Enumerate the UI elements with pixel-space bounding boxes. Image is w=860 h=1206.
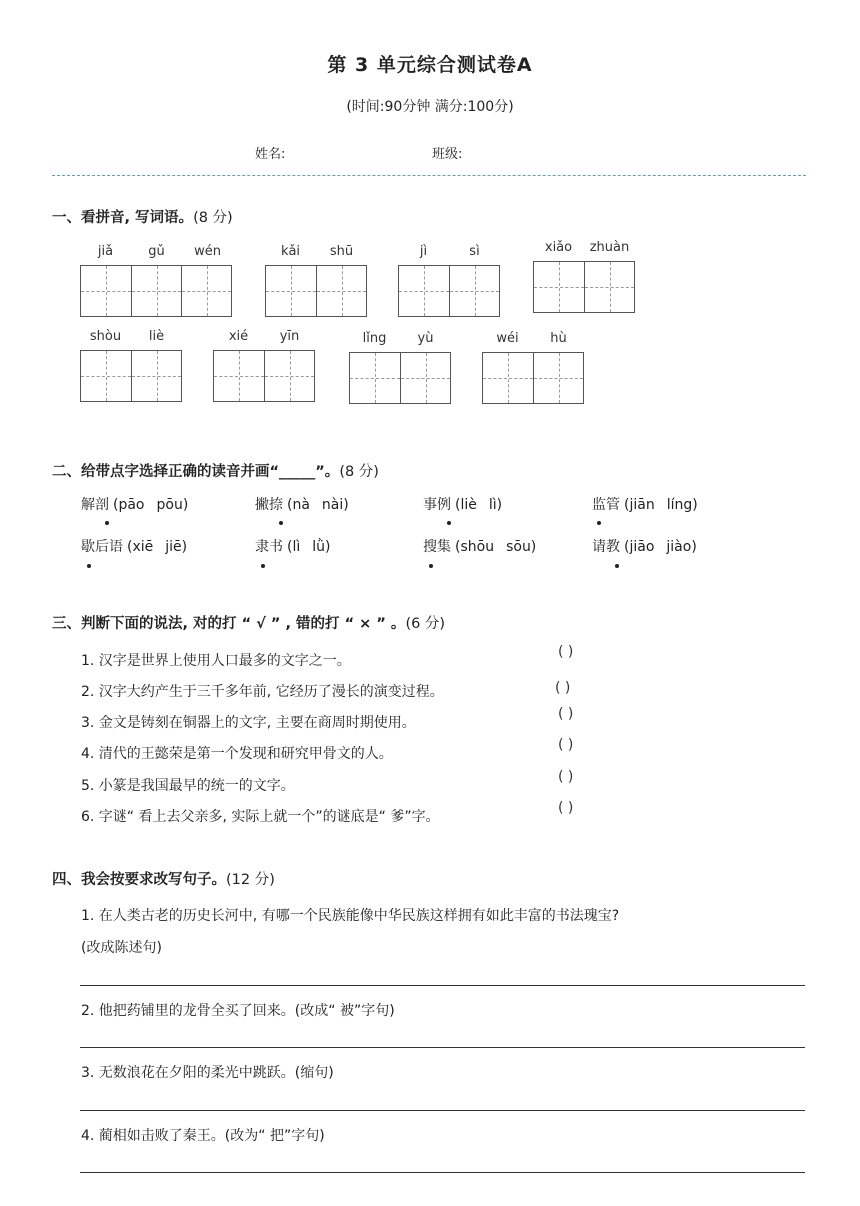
emphasis-dot [597,521,601,525]
pinyin-label: kǎi [280,244,301,259]
rewrite-instruction: (改成陈述句) [81,940,162,956]
pronunciation-item [423,494,502,514]
writing-grid-box[interactable] [81,351,131,401]
pinyin-label: gǔ [148,244,165,259]
judgment-statement: 4. 清代的王懿荣是第一个发现和研究甲骨文的人。 [81,746,393,762]
writing-grid-box[interactable] [266,266,316,316]
rewrite-question: 3. 无数浪花在夕阳的柔光中跳跃。(缩句) [81,1065,334,1081]
pinyin-label: yīn [279,329,300,344]
section1-points: (8 分) [193,210,233,226]
pronunciation-item [255,536,330,556]
emphasis-dot [261,564,265,568]
pronunciation-item [423,536,536,556]
answer-parentheses[interactable]: ( ) [558,644,574,660]
pinyin-label: lǐng [362,331,387,346]
emphasis-dot [279,521,283,525]
rewrite-question: 2. 他把药铺里的龙骨全买了回来。(改成“ 被”字句) [81,1003,395,1019]
writing-grid-box[interactable] [214,351,264,401]
emphasis-dot [447,521,451,525]
section2-points: (8 分) [339,464,379,480]
judgment-statement: 3. 金文是铸刻在铜器上的文字, 主要在商周时期使用。 [81,715,416,731]
section3-title: 三、判断下面的说法, 对的打 “ √ ” , 错的打 “ × ” 。 [52,616,406,632]
pronunciation-option[interactable]: (liè [455,497,477,513]
writing-grid-box[interactable] [534,262,584,312]
section4-points: (12 分) [226,872,275,888]
pronunciation-option[interactable]: lǜ) [312,539,331,555]
writing-grid-box[interactable] [264,351,314,401]
writing-grid-box[interactable] [400,353,450,403]
judgment-statement: 6. 字谜“ 看上去父亲多, 实际上就一个”的谜底是“ 爹”字。 [81,809,440,825]
pronunciation-option[interactable]: (jiān [624,497,655,513]
section4-title: 四、我会按要求改写句子。 [52,872,226,888]
target-word: 隶书 [255,539,283,555]
section1-title: 一、看拼音, 写词语。 [52,210,194,226]
pinyin-label: liè [148,329,165,344]
pinyin-label: jì [419,244,428,259]
pinyin-label: shòu [89,329,122,344]
pinyin-label: hù [550,331,567,346]
answer-line[interactable] [80,1047,805,1048]
pinyin-label: shū [329,244,354,259]
answer-parentheses[interactable]: ( ) [555,680,571,696]
target-word: 解剖 [81,497,109,513]
target-word: 请教 [592,539,620,555]
judgment-statement: 5. 小篆是我国最早的统一的文字。 [81,778,295,794]
writing-grid-box[interactable] [131,351,181,401]
pronunciation-item [81,494,188,514]
emphasis-dot [105,521,109,525]
answer-parentheses[interactable]: ( ) [558,800,574,816]
answer-line[interactable] [80,1110,805,1111]
pinyin-label: wéi [496,331,519,346]
answer-line[interactable] [80,985,805,986]
answer-parentheses[interactable]: ( ) [558,737,574,753]
pronunciation-option[interactable]: (nà [287,497,310,513]
pronunciation-option[interactable]: (pāo [113,497,145,513]
pinyin-label: zhuàn [589,240,630,255]
pronunciation-option[interactable]: sōu) [506,539,537,555]
target-word: 歇后语 [81,539,123,555]
writing-grid-box[interactable] [584,262,634,312]
pronunciation-item [255,494,349,514]
writing-grid-box[interactable] [399,266,449,316]
writing-grid-box[interactable] [449,266,499,316]
class-label: 班级: [432,147,463,162]
writing-grid-box[interactable] [533,353,583,403]
rewrite-question: 1. 在人类古老的历史长河中, 有哪一个民族能像中华民族这样拥有如此丰富的书法瑰宝? [81,908,620,924]
writing-grid-box[interactable] [316,266,366,316]
pronunciation-item [592,536,697,556]
header-divider [52,175,806,176]
section4-heading [52,868,275,889]
emphasis-dot [87,564,91,568]
pinyin-label: xié [228,329,249,344]
pronunciation-option[interactable]: líng) [666,497,698,513]
name-label: 姓名: [255,147,286,162]
section3-heading [52,612,445,633]
target-word: 事例 [423,497,451,513]
pinyin-label: wén [194,244,221,259]
section3-points: (6 分) [405,616,446,632]
page-title: 第 3 单元综合测试卷A [327,54,533,76]
pronunciation-option[interactable]: (xiē [127,539,154,555]
target-word: 撇捺 [255,497,283,513]
pinyin-label: yù [417,331,434,346]
judgment-statement: 1. 汉字是世界上使用人口最多的文字之一。 [81,653,351,669]
pronunciation-item [81,536,187,556]
writing-grid-box[interactable] [181,266,231,316]
pronunciation-option[interactable]: jiào) [666,539,697,555]
pinyin-label: sì [469,244,480,259]
section1-heading [52,206,233,227]
answer-parentheses[interactable]: ( ) [558,706,574,722]
section2-title: 二、给带点字选择正确的读音并画“_____”。 [52,464,340,480]
pronunciation-option[interactable]: (lì [287,539,301,555]
answer-parentheses[interactable]: ( ) [558,769,574,785]
time-score-info: (时间:90分钟 满分:100分) [346,99,514,115]
pronunciation-option[interactable]: nài) [321,497,349,513]
section2-heading [52,460,379,481]
target-word: 搜集 [423,539,451,555]
writing-grid-box[interactable] [81,266,131,316]
rewrite-question: 4. 蔺相如击败了秦王。(改为“ 把”字句) [81,1128,325,1144]
answer-line[interactable] [80,1172,805,1173]
pronunciation-option[interactable]: lì) [488,497,503,513]
writing-grid-box[interactable] [483,353,533,403]
writing-grid-box[interactable] [131,266,181,316]
pronunciation-item [592,494,698,514]
pronunciation-option[interactable]: (shōu [455,539,495,555]
pinyin-label: xiǎo [544,240,573,255]
emphasis-dot [429,564,433,568]
pronunciation-option[interactable]: pōu) [156,497,189,513]
writing-grid-box[interactable] [350,353,400,403]
emphasis-dot [615,564,619,568]
pinyin-label: jiǎ [97,244,114,259]
pronunciation-option[interactable]: (jiāo [624,539,655,555]
target-word: 监管 [592,497,620,513]
judgment-statement: 2. 汉字大约产生于三千多年前, 它经历了漫长的演变过程。 [81,684,444,700]
pronunciation-option[interactable]: jiē) [165,539,188,555]
